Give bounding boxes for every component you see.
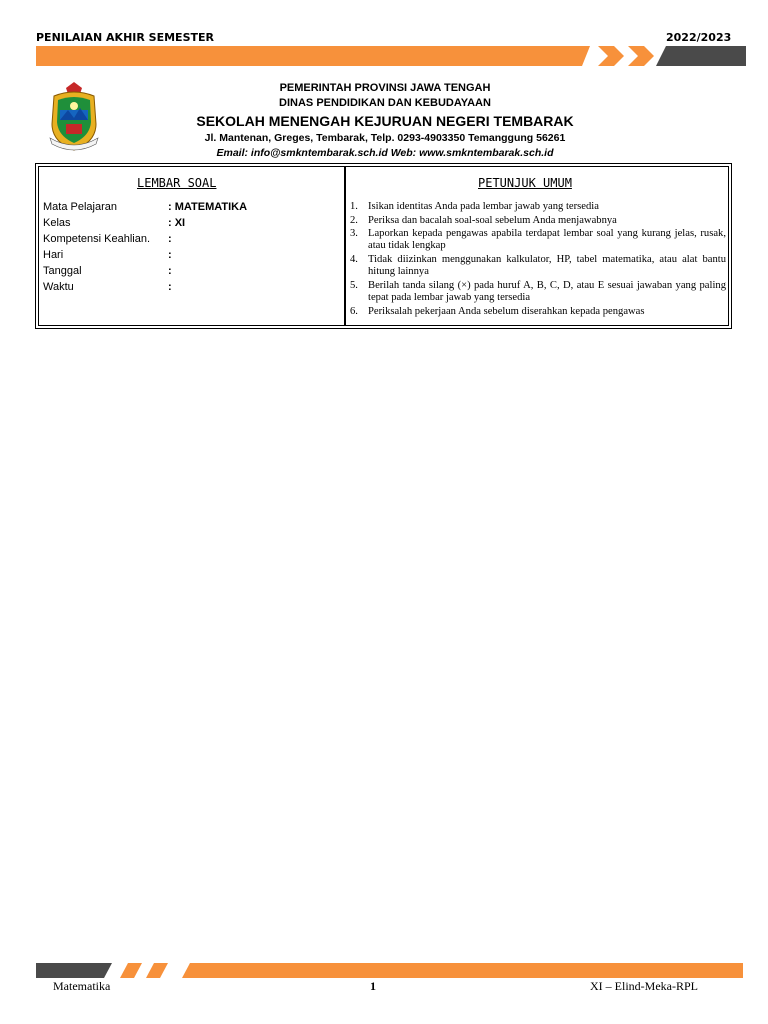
- list-item-text: Periksa dan bacalah soal-soal sebelum Anda menjawabnya: [368, 214, 617, 226]
- field-label-kelas: Kelas: [43, 217, 71, 229]
- list-item-number: 6.: [350, 305, 358, 317]
- letterhead-school-name: SEKOLAH MENENGAH KEJURUAN NEGERI TEMBARAK: [196, 113, 574, 129]
- field-value-tanggal: :: [168, 265, 172, 277]
- list-item: [350, 201, 726, 213]
- field-value-mata-pelajaran: : MATEMATIKA: [168, 201, 248, 213]
- list-item: [350, 280, 726, 304]
- list-item: [350, 306, 726, 318]
- jawa-tengah-emblem-icon: [46, 80, 102, 156]
- field-value-waktu: :: [168, 281, 172, 293]
- list-item-number: 4.: [350, 253, 358, 265]
- list-item: [350, 228, 726, 252]
- info-box-divider: [344, 166, 346, 326]
- list-item-number: 2.: [350, 214, 358, 226]
- petunjuk-list: [350, 201, 726, 319]
- footer-class: XI – Elind-Meka-RPL: [590, 979, 698, 993]
- field-label-tanggal: Tanggal: [43, 265, 82, 277]
- letterhead-contact: Email: info@smkntembarak.sch.id Web: www.smkntembarak.sch.id: [216, 147, 554, 159]
- list-item-text: Tidak diizinkan menggunakan kalkulator, HP, tabel matematika, atau alat bantu hitung lainnya: [368, 253, 726, 278]
- list-item-number: 3.: [350, 228, 358, 240]
- list-item-text: Berilah tanda silang (×) pada huruf A, B, C, D, atau E sesuai jawaban yang paling tepat pada lembar jawab yang tersedia: [368, 279, 726, 303]
- header-bar: [36, 46, 590, 66]
- letterhead-department: DINAS PENDIDIKAN DAN KEBUDAYAAN: [279, 97, 491, 109]
- field-label-waktu: Waktu: [43, 281, 74, 293]
- list-item: [350, 215, 726, 227]
- header-exam-label: PENILAIAN AKHIR SEMESTER: [36, 31, 214, 44]
- field-label-hari: Hari: [43, 249, 64, 261]
- list-item-text: Periksalah pekerjaan Anda sebelum diserahkan kepada pengawas: [368, 305, 645, 317]
- footer-page-number: 1: [370, 979, 376, 993]
- header-year: 2022/2023: [666, 31, 732, 44]
- list-item-text: Laporkan kepada pengawas apabila terdapat lembar soal yang kurang jelas, rusak, atau tidak lengkap: [368, 228, 726, 252]
- footer-chevron-1: [120, 963, 142, 978]
- header-chevron-2: [628, 46, 654, 66]
- field-value-kelas: : XI: [168, 217, 186, 229]
- letterhead-government: PEMERINTAH PROVINSI JAWA TENGAH: [279, 82, 491, 94]
- list-item: [350, 254, 726, 278]
- field-value-kompetensi: :: [168, 233, 172, 245]
- petunjuk-umum-title: PETUNJUK UMUM: [478, 176, 572, 190]
- field-value-hari: :: [168, 249, 172, 261]
- footer-chevron-2: [146, 963, 168, 978]
- list-item-number: 5.: [350, 279, 358, 291]
- list-item-number: 1.: [350, 201, 358, 212]
- header-dark-bar: [656, 46, 746, 66]
- letterhead-address: Jl. Mantenan, Greges, Tembarak, Telp. 0293-4903350 Temanggung 56261: [204, 132, 566, 144]
- header-chevron-1: [598, 46, 624, 66]
- footer-bar: [182, 963, 743, 978]
- lembar-soal-title: LEMBAR SOAL: [137, 176, 217, 190]
- field-label-mata-pelajaran: Mata Pelajaran: [43, 201, 117, 213]
- footer-subject: Matematika: [53, 979, 111, 993]
- field-label-kompetensi: Kompetensi Keahlian.: [43, 233, 151, 245]
- list-item-text: Isikan identitas Anda pada lembar jawab yang tersedia: [368, 201, 599, 212]
- footer-dark-bar: [36, 963, 112, 978]
